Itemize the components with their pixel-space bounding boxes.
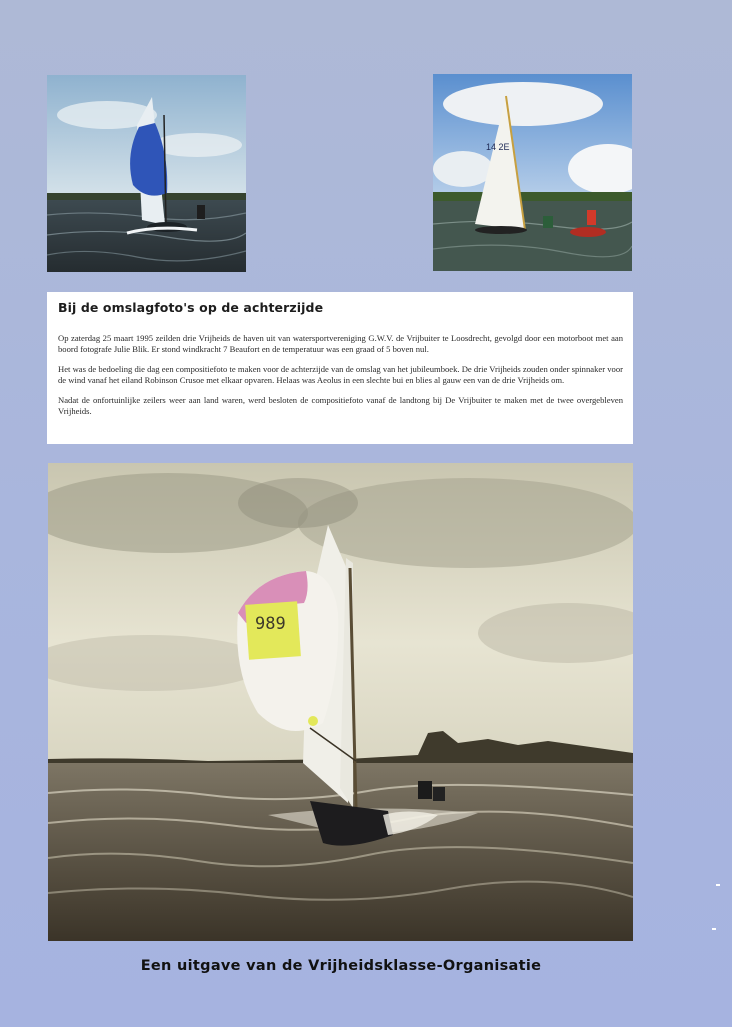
- sail-number-text: 14 2E: [486, 142, 510, 152]
- caption-box: [47, 292, 633, 444]
- caption-heading: Bij de omslagfoto's op de achterzijde: [58, 300, 324, 315]
- caption-paragraph-1: Op zaterdag 25 maart 1995 zeilden drie Vrijheids de haven uit van watersportvereniging G.W.V. de Vrijbuiter te Loosdrecht, gevolgd door een motorboot met aan boord fotografe Julie Blik. Er stond windkracht 7 Beaufort en de temperatuur was een graad of 5 boven nul.: [58, 333, 623, 354]
- edge-scuff-mark: [716, 884, 720, 886]
- photo-white-sail-dinghy: [433, 74, 632, 271]
- edge-scuff-mark: [712, 928, 716, 930]
- photo-spinnaker-989: [48, 463, 633, 941]
- photo-blue-spinnaker-dinghy: [47, 75, 246, 272]
- caption-paragraph-2: Het was de bedoeling die dag een compositiefoto te maken voor de achterzijde van de omslag van het jubileumboek. De drie Vrijheids zouden onder spinnaker voor de wind vanaf het eiland Robinson Crusoe met elkaar opvaren. Helaas was Aeolus in een slechte bui en blies al gauw een van de drie Vrijheids om.: [58, 364, 623, 385]
- spinnaker-number-text: 989: [255, 614, 286, 634]
- publisher-credit: Een uitgave van de Vrijheidsklasse-Organisatie: [140, 958, 542, 974]
- caption-paragraph-3: Nadat de onfortuinlijke zeilers weer aan land waren, werd besloten de compositiefoto vanaf de landtong bij De Vrijbuiter te maken met de twee overgebleven Vrijheids.: [58, 395, 623, 416]
